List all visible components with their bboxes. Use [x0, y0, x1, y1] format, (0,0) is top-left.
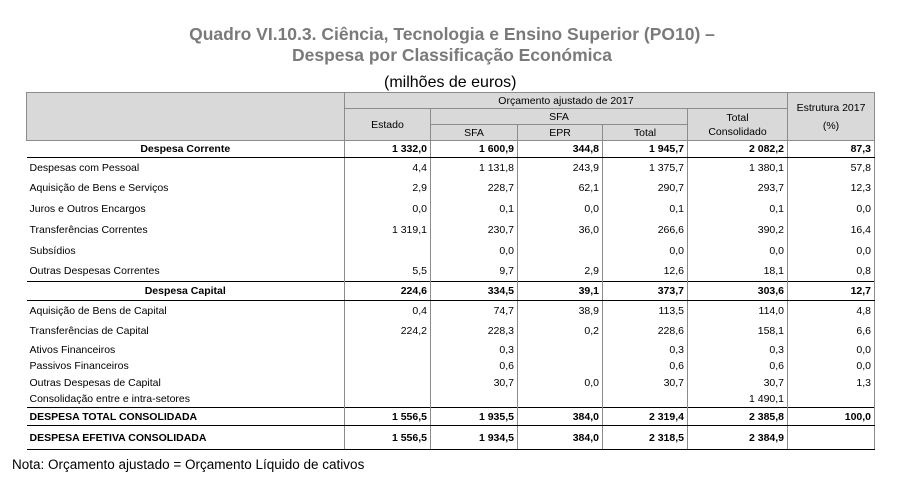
cell-epr: 243,9	[518, 158, 603, 178]
cell-estrutura: 16,4	[788, 219, 875, 241]
cell-epr: 344,8	[518, 141, 603, 158]
cell-total: 0,1	[603, 199, 688, 219]
cell-sfa: 74,7	[431, 301, 518, 321]
cell-estrutura: 0,0	[788, 199, 875, 219]
cell-estrutura: 100,0	[788, 408, 875, 426]
cell-consolidado: 158,1	[688, 321, 788, 342]
cell-estado	[345, 342, 431, 358]
cell-estrutura: 12,7	[788, 282, 875, 301]
cell-sfa: 0,3	[431, 342, 518, 358]
cell-estado: 1 556,5	[345, 408, 431, 426]
header-estrutura-line-1: Estrutura 2017	[796, 101, 866, 114]
table-row	[27, 391, 875, 408]
cell-epr: 2,9	[518, 261, 603, 282]
cell-epr: 0,0	[518, 199, 603, 219]
cell-sfa: 1 600,9	[431, 141, 518, 158]
cell-sfa: 1 934,5	[431, 426, 518, 450]
cell-epr	[518, 391, 603, 408]
table-row	[27, 158, 875, 178]
table-row	[27, 408, 875, 426]
cell-sfa: 228,7	[431, 178, 518, 199]
cell-consolidado: 18,1	[688, 261, 788, 282]
cell-estado: 224,6	[345, 282, 431, 301]
header-total: Total	[603, 125, 688, 141]
header-total-consolidado-line-2: Consolidado	[708, 125, 767, 138]
cell-sfa: 230,7	[431, 219, 518, 241]
cell-epr	[518, 358, 603, 375]
row-label: DESPESA TOTAL CONSOLIDADA	[27, 408, 345, 426]
cell-total: 2 319,4	[603, 408, 688, 426]
row-label: Despesas com Pessoal	[29, 161, 140, 174]
cell-sfa: 1 935,5	[431, 408, 518, 426]
cell-estrutura	[788, 426, 875, 450]
row-label: Consolidação entre e intra-setores	[29, 392, 191, 405]
cell-total: 0,6	[603, 358, 688, 375]
cell-consolidado: 2 082,2	[688, 141, 788, 158]
table-row	[27, 426, 875, 450]
row-label: Transferências de Capital	[29, 325, 149, 337]
cell-sfa: 0,0	[431, 241, 518, 261]
cell-estado: 5,5	[345, 261, 431, 282]
cell-estado: 0,4	[345, 301, 431, 321]
cell-estrutura: 1,3	[788, 375, 875, 391]
cell-estado: 2,9	[345, 178, 431, 199]
cell-epr: 36,0	[518, 219, 603, 241]
cell-epr: 39,1	[518, 282, 603, 301]
row-label: DESPESA EFETIVA CONSOLIDADA	[27, 426, 345, 450]
table-row	[27, 301, 875, 321]
cell-consolidado: 293,7	[688, 178, 788, 199]
header-total-consolidado	[688, 109, 788, 141]
row-label: Aquisição de Bens e Serviços	[29, 182, 169, 194]
cell-estado: 1 332,0	[345, 141, 431, 158]
row-label: Outras Despesas de Capital	[29, 376, 161, 389]
cell-consolidado: 303,6	[688, 282, 788, 301]
row-label: Transferências Correntes	[29, 223, 148, 236]
cell-total: 373,7	[603, 282, 688, 301]
cell-epr	[518, 241, 603, 261]
cell-consolidado: 1 490,1	[688, 391, 788, 408]
cell-epr: 38,9	[518, 301, 603, 321]
row-label: Ativos Financeiros	[29, 343, 116, 356]
header-orcamento: Orçamento ajustado de 2017	[345, 93, 788, 109]
cell-estado: 0,0	[345, 199, 431, 219]
cell-total: 1 375,7	[603, 158, 688, 178]
cell-consolidado: 30,7	[688, 375, 788, 391]
header-blank	[27, 93, 345, 141]
cell-estado	[345, 241, 431, 261]
cell-estrutura	[788, 391, 875, 408]
table-row	[27, 241, 875, 261]
cell-estado: 1 319,1	[345, 219, 431, 241]
cell-estrutura: 12,3	[788, 178, 875, 199]
header-estrutura-line-2: (%)	[822, 119, 840, 132]
header-estado: Estado	[345, 109, 431, 141]
header-sfa: SFA	[431, 125, 518, 141]
table-row	[27, 282, 875, 301]
cell-consolidado: 1 380,1	[688, 158, 788, 178]
header-epr: EPR	[518, 125, 603, 141]
cell-total: 0,0	[603, 241, 688, 261]
table-title-line-2: Despesa por Classificação Económica	[292, 45, 612, 65]
table-row	[27, 358, 875, 375]
units-caption: (milhões de euros)	[384, 74, 517, 91]
cell-sfa	[431, 391, 518, 408]
cell-estrutura: 57,8	[788, 158, 875, 178]
row-label: Despesa Corrente	[27, 141, 345, 158]
table-row	[27, 375, 875, 391]
cell-estrutura: 87,3	[788, 141, 875, 158]
table-row	[27, 219, 875, 241]
cell-total: 290,7	[603, 178, 688, 199]
table-row	[27, 199, 875, 219]
row-label: Passivos Financeiros	[29, 360, 129, 372]
row-label: Outras Despesas Correntes	[29, 264, 160, 277]
cell-consolidado: 0,0	[688, 241, 788, 261]
cell-consolidado: 0,6	[688, 358, 788, 375]
cell-total: 12,6	[603, 261, 688, 282]
cell-estado	[345, 391, 431, 408]
cell-estrutura: 0,0	[788, 358, 875, 375]
cell-epr: 0,0	[518, 375, 603, 391]
cell-total: 266,6	[603, 219, 688, 241]
table-row	[27, 321, 875, 342]
cell-estado: 224,2	[345, 321, 431, 342]
cell-total: 30,7	[603, 375, 688, 391]
cell-epr: 384,0	[518, 426, 603, 450]
header-sfa-group: SFA	[431, 109, 688, 125]
table-row	[27, 342, 875, 358]
cell-consolidado: 114,0	[688, 301, 788, 321]
cell-epr: 0,2	[518, 321, 603, 342]
cell-sfa: 0,1	[431, 199, 518, 219]
table-title-line-1: Quadro VI.10.3. Ciência, Tecnologia e Ensino Superior (PO10) –	[189, 24, 715, 44]
cell-estrutura: 0,0	[788, 342, 875, 358]
cell-estrutura: 4,8	[788, 301, 875, 321]
cell-consolidado: 2 385,8	[688, 408, 788, 426]
cell-total: 2 318,5	[603, 426, 688, 450]
cell-sfa: 9,7	[431, 261, 518, 282]
cell-estrutura: 6,6	[788, 321, 875, 342]
cell-consolidado: 0,1	[688, 199, 788, 219]
cell-total: 0,3	[603, 342, 688, 358]
cell-estado: 4,4	[345, 158, 431, 178]
table-row	[27, 261, 875, 282]
cell-estado	[345, 375, 431, 391]
cell-consolidado: 0,3	[688, 342, 788, 358]
cell-epr	[518, 342, 603, 358]
cell-sfa: 30,7	[431, 375, 518, 391]
header-estrutura	[788, 93, 875, 141]
cell-sfa: 1 131,8	[431, 158, 518, 178]
cell-consolidado: 390,2	[688, 219, 788, 241]
cell-estado	[345, 358, 431, 375]
row-label: Aquisição de Bens de Capital	[29, 304, 167, 317]
table-row	[27, 178, 875, 199]
cell-epr: 384,0	[518, 408, 603, 426]
cell-sfa: 0,6	[431, 358, 518, 375]
cell-total: 1 945,7	[603, 141, 688, 158]
footnote: Nota: Orçamento ajustado = Orçamento Líquido de cativos	[12, 457, 365, 472]
table-row	[27, 141, 875, 158]
cell-sfa: 228,3	[431, 321, 518, 342]
cell-estrutura: 0,8	[788, 261, 875, 282]
expenditure-table	[26, 92, 875, 450]
cell-total	[603, 391, 688, 408]
cell-total: 113,5	[603, 301, 688, 321]
cell-estado: 1 556,5	[345, 426, 431, 450]
header-total-consolidado-line-1: Total	[726, 111, 749, 124]
row-label: Subsídios	[29, 244, 76, 257]
cell-estrutura: 0,0	[788, 241, 875, 261]
cell-sfa: 334,5	[431, 282, 518, 301]
cell-consolidado: 2 384,9	[688, 426, 788, 450]
row-label: Despesa Capital	[27, 282, 345, 301]
row-label: Juros e Outros Encargos	[29, 202, 146, 215]
cell-epr: 62,1	[518, 178, 603, 199]
cell-total: 228,6	[603, 321, 688, 342]
